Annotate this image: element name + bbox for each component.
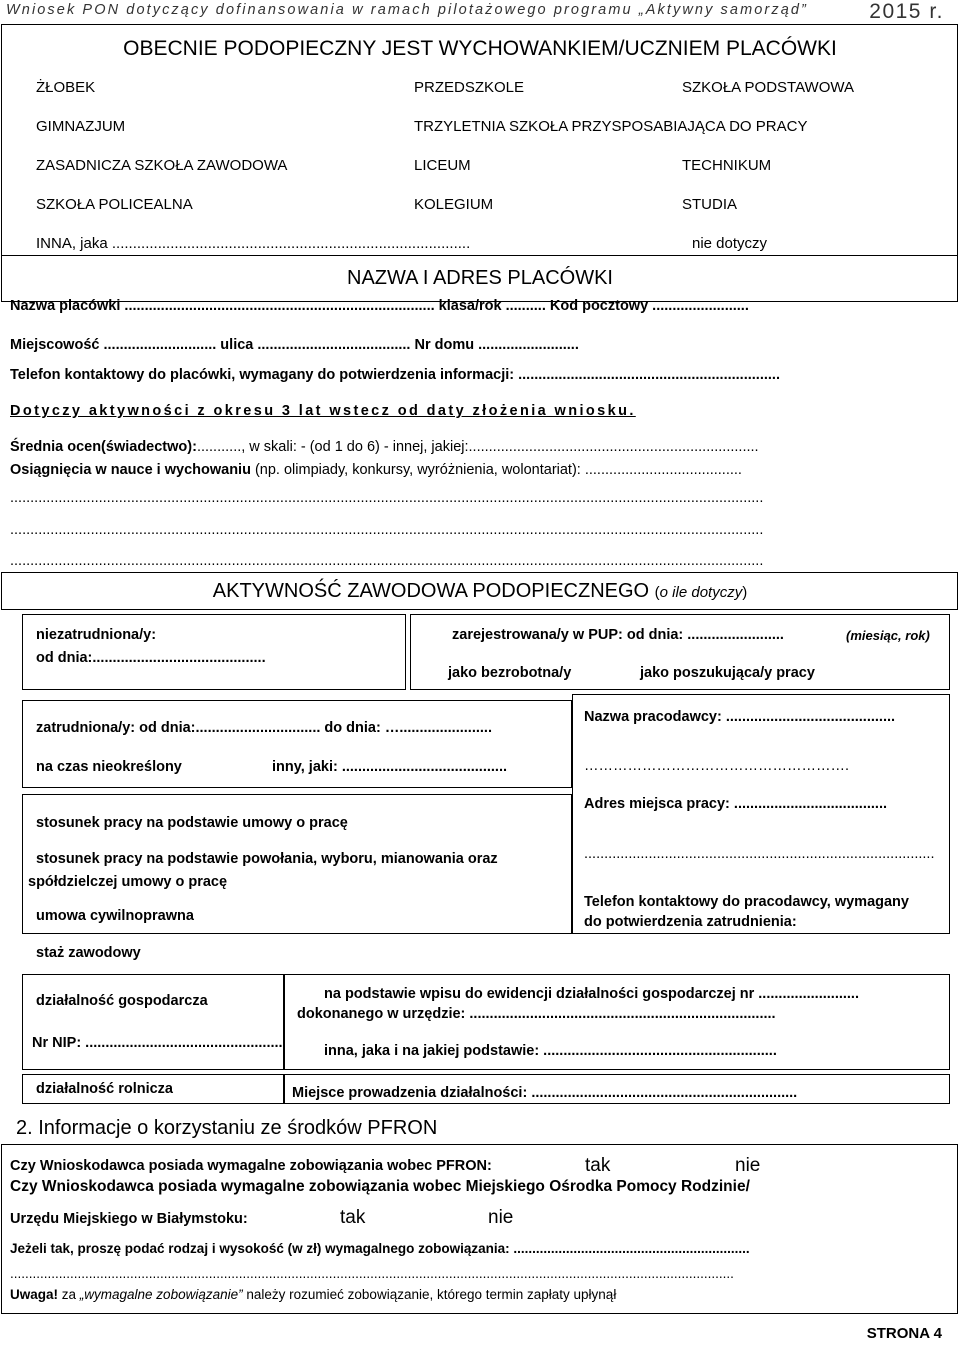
zobowiazanie-line[interactable]: ................................................................................................................................................................................................. [10, 1266, 734, 1281]
nazwa-pracodawcy-text: Nazwa pracodawcy: .......................................... [584, 709, 896, 725]
address-title: NAZWA I ADRES PLACÓWKI [347, 267, 613, 289]
option-szkola-podstawowa[interactable]: SZKOŁA PODSTAWOWA [682, 79, 854, 96]
pracodawca-dots[interactable]: ………………………………………………. [584, 758, 850, 774]
srednia-label: Średnia ocen(świadectwo): [10, 439, 197, 455]
option-rolnicza[interactable]: działalność rolnicza [36, 1081, 173, 1097]
header-year: 2015 r. [869, 0, 944, 23]
zatrudniona-field[interactable]: zatrudniona/y: od dnia:............................... do dnia: …....................... [36, 720, 492, 736]
option-gospodarcza[interactable]: działalność gospodarcza [36, 993, 208, 1009]
nazwa-pracodawcy-field[interactable] [584, 709, 895, 725]
adres-miejsca-field[interactable]: Adres miejsca pracy: ...................................... [584, 796, 887, 812]
page-number: STRONA 4 [866, 1325, 942, 1342]
wpis-ewidencji-field[interactable]: na podstawie wpisu do ewidencji działalności gospodarczej nr ......................... [324, 986, 859, 1002]
option-bezrobotna[interactable]: jako bezrobotna/y [448, 665, 572, 681]
option-studia[interactable]: STUDIA [682, 196, 738, 213]
option-zasadnicza[interactable]: ZASADNICZA SZKOŁA ZAWODOWA [36, 157, 288, 174]
aktywnosc-title-note: o ile dotyczy [659, 584, 743, 601]
osiagniecia-field[interactable]: (np. olimpiady, konkursy, wyróżnienia, wolontariat): ....................................... [250, 462, 742, 478]
option-gimnazjum[interactable]: GIMNAZJUM [36, 118, 126, 135]
aktywnosc-title [0, 580, 960, 603]
pfron-title: 2. Informacje o korzystaniu ze środków PFRON [16, 1117, 438, 1139]
adres-dots[interactable]: ....................................................................................... [584, 846, 935, 862]
title-paren-close: ) [742, 584, 748, 601]
option-powolanie[interactable]: stosunek pracy na podstawie powołania, wyboru, mianowania oraz [36, 851, 498, 867]
niezatrudniona-label: niezatrudniona/y: [36, 627, 157, 643]
title-paren-open: ( [654, 584, 660, 601]
gospodarcza-box[interactable] [22, 974, 284, 1070]
option-zlobek[interactable]: ŻŁOBEK [36, 79, 96, 96]
uwaga-text-1: za [58, 1287, 80, 1302]
option-policealna[interactable]: SZKOŁA POLICEALNA [36, 196, 193, 213]
inny-jaki-field[interactable]: inny, jaki: ......................................... [272, 759, 508, 775]
urzad-field[interactable]: dokonanego w urzędzie: ............................................................................ [297, 1006, 776, 1022]
pfron-q2-b: Urzędu Miejskiego w Białymstoku: [10, 1211, 248, 1227]
miesiac-rok-hint: (miesiąc, rok) [846, 628, 930, 643]
option-nieokreslony[interactable]: na czas nieokreślony [36, 759, 182, 775]
uwaga-note [10, 1287, 616, 1302]
option-cywilnoprawna[interactable]: umowa cywilnoprawna [36, 908, 194, 924]
miejscowosc-field[interactable]: Miejscowość ............................ ulica ...................................... Nr domu ......................... [10, 337, 579, 353]
q2-nie[interactable]: nie [488, 1207, 514, 1228]
osiagniecia-label: Osiągnięcia w nauce i wychowaniu [10, 462, 251, 478]
zarejestrowana-field[interactable]: zarejestrowana/y w PUP: od dnia: ........................ [452, 627, 784, 643]
q1-tak[interactable]: tak [585, 1155, 611, 1176]
option-trzyletnia[interactable]: TRZYLETNIA SZKOŁA PRZYSPOSABIAJĄCA DO PRACY [414, 118, 808, 135]
uwaga-text-2: należy rozumieć zobowiązanie, którego termin zapłaty upłynął [242, 1287, 617, 1302]
option-powolanie-2: spółdzielczej umowy o pracę [28, 874, 228, 890]
option-liceum[interactable]: LICEUM [414, 157, 471, 174]
zobowiazanie-field[interactable]: Jeżeli tak, proszę podać rodzaj i wysokość (w zł) wymagalnego zobowiązania: ............................................................... [10, 1241, 750, 1256]
header-title: Wniosek PON dotyczący dofinansowania w ramach pilotażowego programu „Aktywny samorząd” [6, 2, 808, 18]
nazwa-placowki-field[interactable]: Nazwa placówki ............................................................................. klasa/rok .......... Kod pocztowy ........................ [10, 298, 749, 314]
telefon-pracodawcy-label-2: do potwierdzenia zatrudnienia: [584, 914, 797, 930]
pfron-q1: Czy Wnioskodawca posiada wymagalne zobowiązania wobec PFRON: [10, 1158, 492, 1174]
uwaga-italic: „wymagalne zobowiązanie” [79, 1287, 243, 1302]
telefon-pracodawcy-label-1: Telefon kontaktowy do pracodawcy, wymagany [584, 894, 909, 910]
osiagniecia-line-1[interactable]: ........................................................................................................................................................................................... [10, 490, 764, 506]
dotyczy-note: Dotyczy aktywności z okresu 3 lat wstecz od daty złożenia wniosku. [10, 403, 636, 419]
telefon-placowki-field[interactable]: Telefon kontaktowy do placówki, wymagany do potwierdzenia informacji: ................................................................. [10, 367, 780, 383]
osiagniecia-line-3[interactable]: ........................................................................................................................................................................................... [10, 553, 764, 569]
option-staz[interactable]: staż zawodowy [36, 945, 141, 961]
inna-podstawa-field[interactable]: inna, jaka i na jakiej podstawie: .......................................................... [324, 1043, 777, 1059]
option-nie-dotyczy[interactable]: nie dotyczy [692, 235, 768, 252]
q2-tak[interactable]: tak [340, 1207, 366, 1228]
option-umowa-o-prace[interactable]: stosunek pracy na podstawie umowy o pracę [36, 815, 348, 831]
page-header [0, 0, 960, 23]
miejsce-prowadzenia-field[interactable]: Miejsce prowadzenia działalności: .................................................................. [292, 1085, 798, 1101]
nip-field[interactable]: Nr NIP: ................................................. [32, 1035, 283, 1051]
q1-nie[interactable]: nie [735, 1155, 761, 1176]
osiagniecia-line-2[interactable]: ........................................................................................................................................................................................... [10, 522, 764, 538]
uwaga-bold: Uwaga! [10, 1287, 59, 1302]
option-inna[interactable]: INNA, jaka ...................................................................................... [36, 235, 471, 252]
option-przedszkole[interactable]: PRZEDSZKOLE [414, 79, 525, 96]
option-kolegium[interactable]: KOLEGIUM [414, 196, 494, 213]
placowka-title: OBECNIE PODOPIECZNY JEST WYCHOWANKIEM/UCZNIEM PLACÓWKI [123, 37, 837, 60]
srednia-field[interactable]: ..........., w skali: - (od 1 do 6) - innej, jakiej:........................................................................ [196, 439, 759, 455]
option-poszukujaca[interactable]: jako poszukująca/y pracy [640, 665, 815, 681]
pfron-q2: Czy Wnioskodawca posiada wymagalne zobowiązania wobec Miejskiego Ośrodka Pomocy Rodzinie/ [10, 1178, 750, 1195]
od-dnia-field[interactable]: od dnia:........................................... [36, 650, 266, 666]
option-technikum[interactable]: TECHNIKUM [682, 157, 772, 174]
aktywnosc-title-text: AKTYWNOŚĆ ZAWODOWA PODOPIECZNEGO [212, 580, 650, 602]
